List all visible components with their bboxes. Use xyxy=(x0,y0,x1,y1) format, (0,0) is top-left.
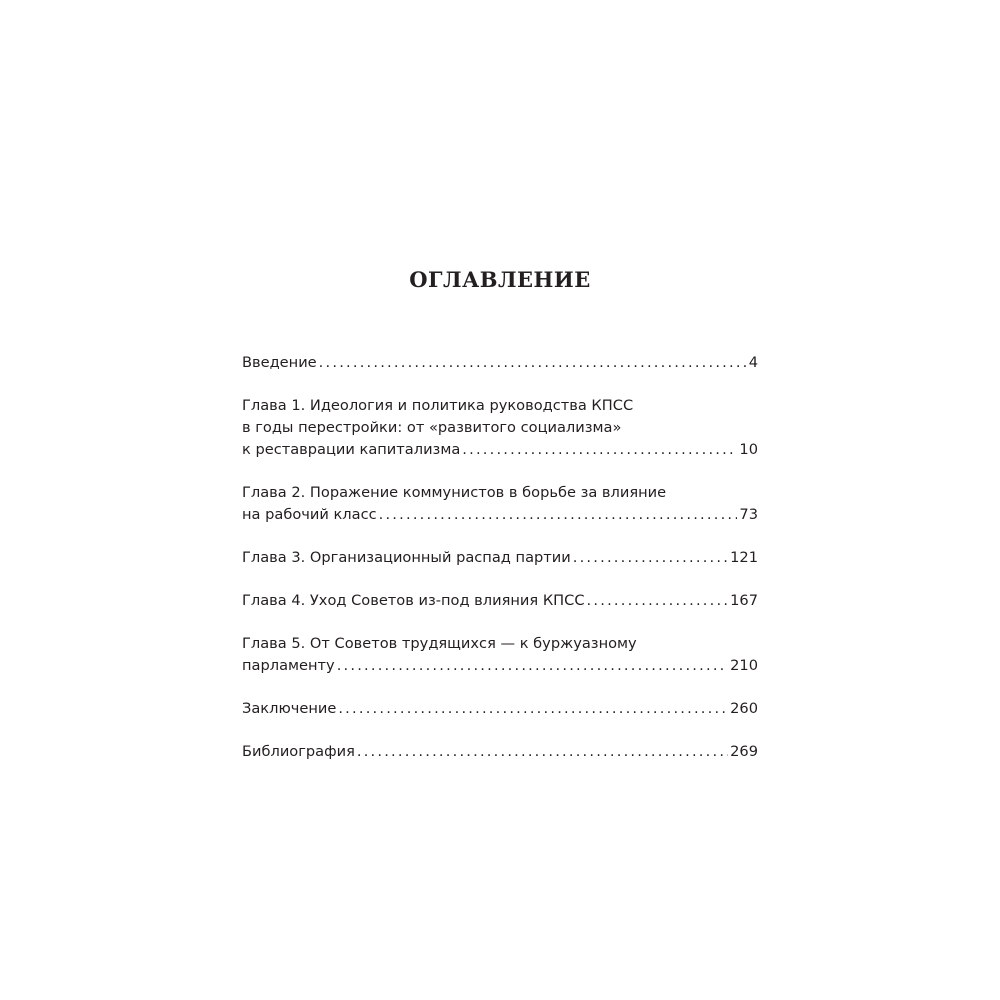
toc-page-number: 269 xyxy=(730,743,758,760)
toc-entry-line xyxy=(242,590,758,612)
toc-entry-chapter-3[interactable] xyxy=(242,547,758,569)
page-title: ОГЛАВЛЕНИЕ xyxy=(409,267,591,292)
toc-page-number: 210 xyxy=(730,657,758,674)
toc-entry-conclusion[interactable] xyxy=(242,698,758,720)
toc-page-number: 260 xyxy=(730,700,758,717)
toc-page-number: 121 xyxy=(730,549,758,566)
dot-leader xyxy=(587,590,729,612)
toc-entry-line xyxy=(242,741,758,763)
toc-entry-title-line: Глава 5. От Советов трудящихся — к буржуазному xyxy=(242,635,637,652)
toc-entry-title: Глава 4. Уход Советов из-под влияния КПСС xyxy=(242,592,585,609)
toc-entry-title: Глава 3. Организационный распад партии xyxy=(242,549,571,566)
toc-entry-line xyxy=(242,439,758,461)
toc-entry-line xyxy=(242,352,758,374)
toc-entry-title-line: Глава 1. Идеология и политика руководства КПСС xyxy=(242,397,634,414)
toc-entry-title: к реставрации капитализма xyxy=(242,441,461,458)
dot-leader xyxy=(337,655,728,677)
toc-entry-chapter-4[interactable] xyxy=(242,590,758,612)
toc-entry-title: Заключение xyxy=(242,700,337,717)
dot-leader xyxy=(338,698,728,720)
dot-leader xyxy=(462,439,737,461)
toc-page-number: 10 xyxy=(739,441,758,458)
dot-leader xyxy=(357,741,728,763)
toc-page-number: 167 xyxy=(730,592,758,609)
toc-entry-line xyxy=(242,655,758,677)
toc-entry-title: на рабочий класс xyxy=(242,506,377,523)
toc-entry-bibliography[interactable] xyxy=(242,741,758,763)
dot-leader xyxy=(319,352,747,374)
toc-entry-line xyxy=(242,547,758,569)
toc-entry-title: парламенту xyxy=(242,657,335,674)
toc-entry-title-line: в годы перестройки: от «развитого социализма» xyxy=(242,419,622,436)
toc-entry-title-line: Глава 2. Поражение коммунистов в борьбе за влияние xyxy=(242,484,667,501)
toc-page-number: 4 xyxy=(748,354,758,371)
toc-entry-title: Библиография xyxy=(242,743,355,760)
toc-entry-chapter-2[interactable] xyxy=(242,482,758,526)
toc-entry-line xyxy=(242,698,758,720)
table-of-contents xyxy=(242,352,758,784)
toc-entry-chapter-1[interactable] xyxy=(242,395,758,461)
toc-entry-chapter-5[interactable] xyxy=(242,633,758,677)
toc-entry-title: Введение xyxy=(242,354,317,371)
toc-entry-line xyxy=(242,504,758,526)
dot-leader xyxy=(379,504,738,526)
toc-page-number: 73 xyxy=(739,506,758,523)
dot-leader xyxy=(573,547,728,569)
toc-entry-introduction[interactable] xyxy=(242,352,758,374)
